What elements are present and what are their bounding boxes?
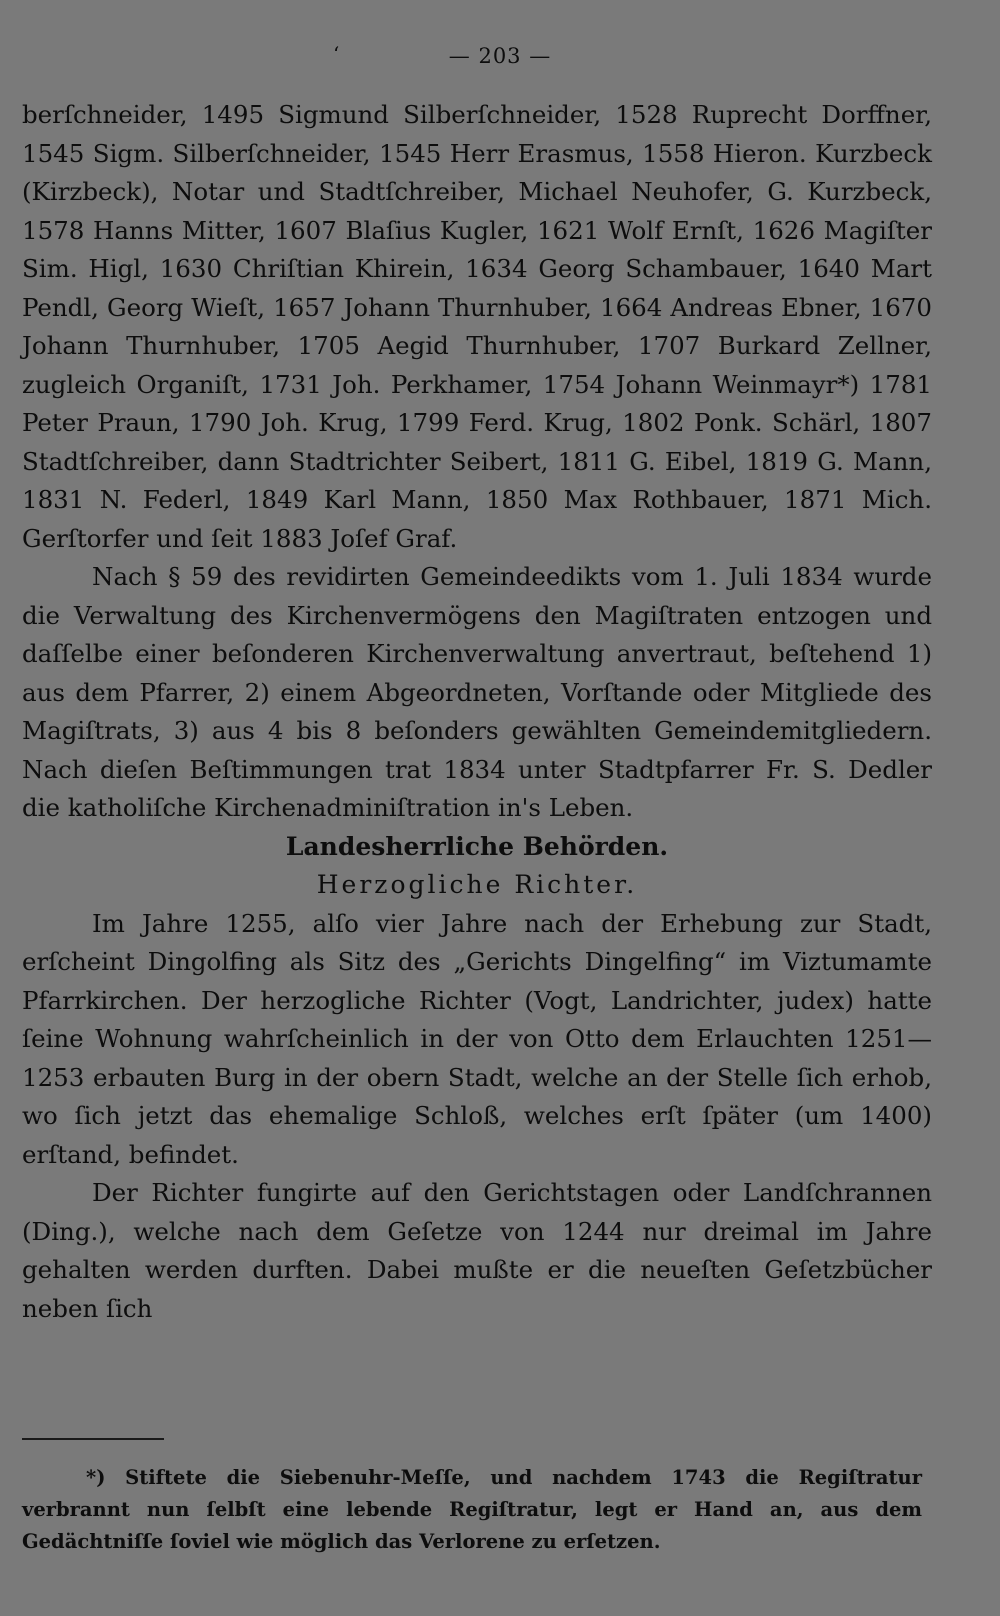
footnote	[22, 1462, 922, 1558]
section-heading: Landesherrliche Behörden.	[285, 831, 669, 861]
footnote-text: *) Stiftete die Siebenuhr-Meſſe, und nachdem 1743 die Regiſtratur verbrannt nun ſelbſt eine lebende Regiſtratur, legt er Hand an, aus dem Gedächtniſſe ſoviel wie möglich das Verlorene zu erſetzen.	[22, 1466, 922, 1553]
paragraph-church-administration: Nach § 59 des revidirten Gemeindeedikts vom 1. Juli 1834 wurde die Verwaltung des Kirchenvermögens den Magiſtraten entzogen und daſſelbe einer beſonderen Kirchenverwaltung anvertraut, beſtehend 1) aus dem Pfarrer, 2) einem Abgeordneten, Vorſtande oder Mitgliede des Magiſtrats, 3) aus 4 bis 8 beſonders gewählten Gemeindemitgliedern. Nach dieſen Beſtimmungen trat 1834 unter Stadtpfarrer Fr. S. Dedler die katholiſche Kirchenadminiſtration in's Leben.	[22, 562, 932, 822]
subsection-heading: Herzogliche Richter.	[316, 870, 638, 899]
footnote-divider	[22, 1438, 164, 1440]
paragraph-list-of-names: berſchneider, 1495 Sigmund Silberſchneider, 1528 Ruprecht Dorffner, 1545 Sigm. Silberſchneider, 1545 Herr Erasmus, 1558 Hieron. Kurzbeck (Kirzbeck), Notar und Stadtſchreiber, Michael Neuhofer, G. Kurzbeck, 1578 Hanns Mitter, 1607 Blaſius Kugler, 1621 Wolf Ernſt, 1626 Magiſter Sim. Higl, 1630 Chriſtian Khirein, 1634 Georg Schambauer, 1640 Mart Pendl, Georg Wieſt, 1657 Johann Thurnhuber, 1664 Andreas Ebner, 1670 Johann Thurnhuber, 1705 Aegid Thurnhuber, 1707 Burkard Zellner, zugleich Organiſt, 1731 Joh. Perkhamer, 1754 Johann Weinmayr*) 1781 Peter Praun, 1790 Joh. Krug, 1799 Ferd. Krug, 1802 Ponk. Schärl, 1807 Stadtſchreiber, dann Stadtrichter Seibert, 1811 G. Eibel, 1819 G. Mann, 1831 N. Federl, 1849 Karl Mann, 1850 Max Rothbauer, 1871 Mich. Gerſtorfer und ſeit 1883 Joſef Graf.	[22, 100, 932, 553]
paragraph-court-days: Der Richter fungirte auf den Gerichtstagen oder Landſchrannen (Ding.), welche nach dem Geſetze von 1244 nur dreimal im Jahre gehalten werden durften. Dabei mußte er die neueſten Geſetzbücher neben ſich	[22, 1178, 932, 1323]
page-number: — 203 —	[448, 44, 552, 68]
body-text	[22, 96, 932, 1328]
paragraph-ducal-judges: Im Jahre 1255, alſo vier Jahre nach der Erhebung zur Stadt, erſcheint Dingolfing als Sitz des „Gerichts Dingelfing“ im Viztumamte Pfarrkirchen. Der herzogliche Richter (Vogt, Landrichter, judex) hatte ſeine Wohnung wahrſcheinlich in der von Otto dem Erlauchten 1251—1253 erbauten Burg in der obern Stadt, welche an der Stelle ſich erhob, wo ſich jetzt das ehemalige Schloß, welches erſt ſpäter (um 1400) erſtand, befindet.	[22, 908, 932, 1169]
margin-mark: ‘	[333, 42, 340, 66]
